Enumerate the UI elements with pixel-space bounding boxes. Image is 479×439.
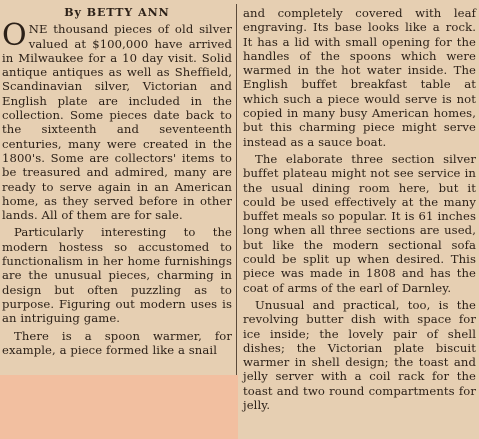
left-column [2,0,232,360]
article-paragraph-2: Particularly interesting to the modern hostess so accustomed to functionalism in her home furnishings are the unusual pieces, charming in design but often puzzling as to purpose. Figuring out modern uses is an intriguing game. [2,225,232,326]
drop-cap: O [2,18,27,54]
byline: By BETTY ANN [64,6,170,19]
article-paragraph-5: The elaborate three section silver buffet plateau might not see service in the usual dining room here, but it could be used effectively at the many buffet meals so popular. It is 61 inches long when all three sections are used, but like the modern sectional sofa could be split up when desired. This piece was made in 1808 and has the coat of arms of the earl of Darnley. [243,151,476,295]
article-paragraph-6: Unusual and practical, too, is the revolving butter dish with space for ice inside; the lovely pair of shell dishes; the Victorian plate biscuit warmer in shell design; the toast and jelly server with a coil rack for the toast and two round compartments for jelly. [243,297,476,413]
article-paragraph-3: There is a spoon warmer, for example, a piece formed like a snail [2,328,232,357]
article-paragraph-4: and completely covered with leaf engraving. Its base looks like a rock. It has a lid with small opening for the handles of the spoons which were warmed in the hot water inside. The English buffet breakfast table at which such a piece would serve is not copied in many busy American homes, but this charming piece might serve instead as a sauce boat. [243,6,476,149]
column-divider [236,4,237,436]
article-paragraph-1: ONE thousand pieces of old silver valued at $100,000 have arrived in Milwaukee for a 10 day visit. Solid antique antiques as well as Sheffield, Scandinavian silver, Victorian and English plate are included in the collection. Some pieces date back to the sixteenth and seventeenth centuries, many were created in the 1800's. Some are collectors' items to be treasured and admired, many are ready to serve again in an American home, as they served before in other lands. All of them are for sale. [2,18,232,223]
right-column [243,6,476,415]
blank-paper-area [0,375,238,439]
